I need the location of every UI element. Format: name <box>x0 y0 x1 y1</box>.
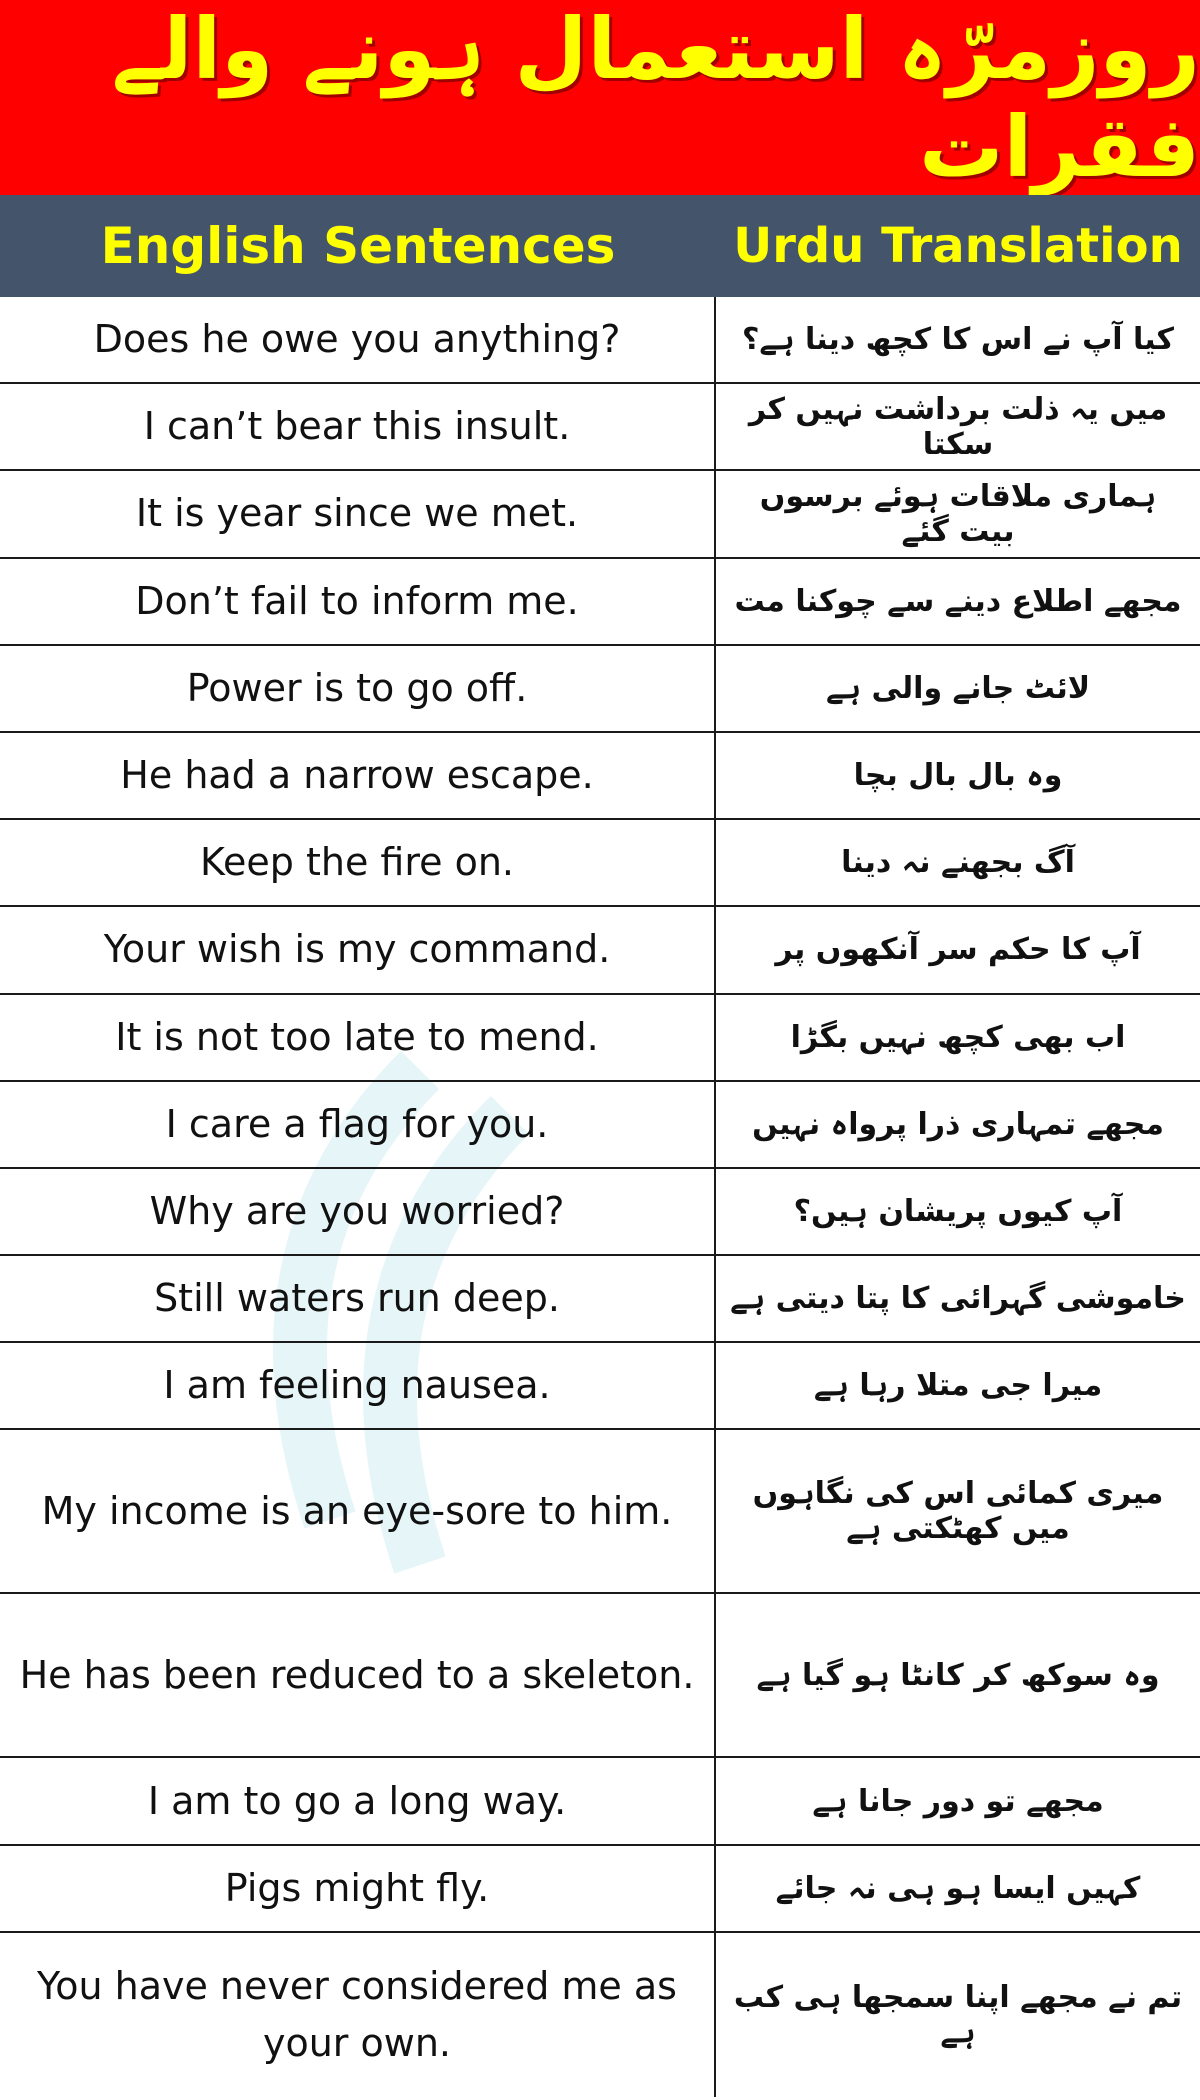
header-urdu: Urdu Translation <box>733 218 1183 274</box>
urdu-cell: میں یہ ذلت برداشت نہیں کر سکتا <box>748 391 1168 462</box>
table-row <box>0 995 1200 1082</box>
english-cell: Power is to go off. <box>0 646 716 731</box>
urdu-cell: کہیں ایسا ہو ہی نہ جائے <box>775 1870 1141 1906</box>
table-row <box>0 646 1200 733</box>
english-cell: Keep the fire on. <box>0 820 716 905</box>
phrases-table <box>0 297 1200 2097</box>
urdu-cell: اب بھی کچھ نہیں بگڑا <box>790 1019 1126 1055</box>
english-cell: I am feeling nausea. <box>0 1343 716 1428</box>
table-row <box>0 733 1200 820</box>
page-title: روزمرّہ استعمال ہونے والے فقرات <box>111 0 1200 196</box>
english-cell: I am to go a long way. <box>0 1758 716 1843</box>
table-row <box>0 559 1200 646</box>
header-english: English Sentences <box>100 217 616 275</box>
urdu-cell: کیا آپ نے اس کا کچھ دینا ہے؟ <box>742 322 1174 358</box>
table-row <box>0 1343 1200 1430</box>
urdu-cell: میری کمائی اس کی نگاہوں میں کھٹکتی ہے <box>752 1476 1164 1547</box>
english-cell: I care a flag for you. <box>0 1082 716 1167</box>
english-cell: You have never considered me as your own. <box>0 1933 716 2097</box>
table-row <box>0 1846 1200 1933</box>
urdu-cell: لائٹ جانے والی ہے <box>825 670 1091 706</box>
english-cell: It is year since we met. <box>0 471 716 556</box>
urdu-cell: مجھے اطلاع دینے سے چوکنا مت <box>734 583 1182 619</box>
table-row <box>0 1256 1200 1343</box>
urdu-cell: آگ بجھنے نہ دینا <box>841 845 1075 881</box>
table-row <box>0 820 1200 907</box>
english-cell: It is not too late to mend. <box>0 995 716 1080</box>
urdu-cell: آپ کیوں پریشان ہیں؟ <box>793 1193 1123 1229</box>
english-cell: My income is an eye-sore to him. <box>0 1430 716 1592</box>
table-row <box>0 384 1200 471</box>
table-row <box>0 1594 1200 1758</box>
table-row <box>0 1430 1200 1594</box>
urdu-cell: تم نے مجھے اپنا سمجھا ہی کب ہے <box>733 1979 1183 2050</box>
table-row <box>0 1169 1200 1256</box>
english-cell: Your wish is my command. <box>0 907 716 992</box>
urdu-cell: مجھے تو دور جانا ہے <box>812 1783 1104 1819</box>
english-cell: Pigs might fly. <box>0 1846 716 1931</box>
table-row <box>0 907 1200 994</box>
urdu-cell: مجھے تمہاری ذرا پرواہ نہیں <box>752 1106 1164 1142</box>
urdu-cell: خاموشی گہرائی کا پتا دیتی ہے <box>730 1281 1186 1317</box>
english-cell: He has been reduced to a skeleton. <box>0 1594 716 1756</box>
english-cell: Why are you worried? <box>0 1169 716 1254</box>
urdu-cell: میرا جی متلا رہا ہے <box>813 1368 1103 1404</box>
table-row <box>0 297 1200 384</box>
english-cell: Still waters run deep. <box>0 1256 716 1341</box>
urdu-cell: وہ سوکھ کر کانٹا ہو گیا ہے <box>756 1657 1160 1693</box>
english-cell: Don’t fail to inform me. <box>0 559 716 644</box>
table-header <box>0 195 1200 297</box>
english-cell: Does he owe you anything? <box>0 297 716 382</box>
title-banner <box>0 0 1200 195</box>
table-row <box>0 1933 1200 2097</box>
table-row <box>0 1758 1200 1845</box>
english-cell: He had a narrow escape. <box>0 733 716 818</box>
table-row <box>0 471 1200 558</box>
urdu-cell: آپ کا حکم سر آنکھوں پر <box>775 932 1141 968</box>
english-cell: I can’t bear this insult. <box>0 384 716 469</box>
urdu-cell: ہماری ملاقات ہوئے برسوں بیت گئے <box>759 478 1157 549</box>
table-row <box>0 1082 1200 1169</box>
urdu-cell: وہ بال بال بچا <box>853 758 1063 794</box>
